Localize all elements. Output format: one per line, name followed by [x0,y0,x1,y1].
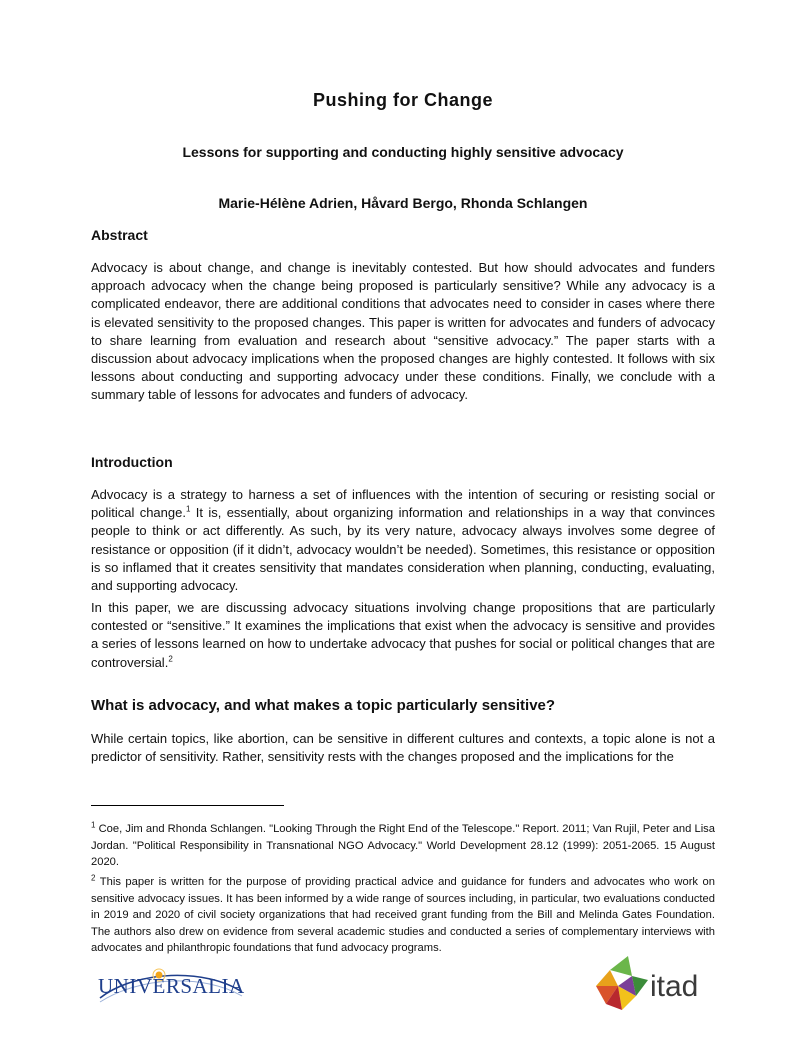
itad-logo [592,952,720,1014]
itad-logo-text: itad [650,970,699,1003]
footnote-2: $^2$ This paper is written for the purpose of providing practical advice and guidance for funders and advocates who work on sensitive advocacy issues. It has been informed by a wide range of sources including, in particular, two evaluations conducted in 2019 and 2020 of civil society organizations that had received grant funding from the Bill and Melinda Gates Foundation. The authors also drew on evidence from several academic studies and conducted a series of complementary interviews with advocates and philanthropic foundations that fund advocacy programs. [91,873,715,954]
universalia-logo-mark [96,962,246,1012]
paper-authors: Marie-Hélène Adrien, Håvard Bergo, Rhonda Schlangen [218,195,588,211]
paper-title: Pushing for Change [313,90,493,110]
introduction-heading: Introduction [91,454,173,470]
introduction-paragraph-2: In this paper, we are discussing advocacy situations involving change propositions that are particularly contested or “sensitive.” It examines the implications that exist when the advocacy is sensitive and provides a series of lessons learned on how to undertake advocacy that pushes for social or political changes that are controversial.$^2$ [91,600,715,670]
introduction-paragraph-1: Advocacy is a strategy to harness a set of influences with the intention of securing or resisting social or political change.$^1$ It is, essentially, about organizing information and relationships in a way that convinces people to think or act differently. As such, by its very nature, advocacy always involves some degree of resistance or opposition (if it didn’t, advocacy wouldn’t be needed). Sometimes, this resistance or opposition is so inflamed that it creates sensitivity that mandates consideration when planning, conducting, evaluating, and supporting advocacy. [91,487,715,594]
section-text: While certain topics, like abortion, can be sensitive in different cultures and contexts, a topic alone is not a predictor of sensitivity. Rather, sensitivity rests with the changes proposed and the implications for the [91,731,715,765]
footnote-ref-2[interactable]: 2 [168,654,173,664]
abstract-text: Advocacy is about change, and change is inevitably contested. But how should advocates and funders approach advocacy when the change being proposed is particularly sensitive? While any advocacy is a complicated endeavor, there are additional conditions that advocates need to consider in cases where there is elevated sensitivity to the proposed changes. This paper is written for advocates and funders of advocacy to share learning from evaluation and research about “sensitive advocacy.” The paper starts with a discussion about advocacy implications when the proposed changes are highly contested. It follows with six lessons about conducting and supporting advocacy under these conditions. Finally, we conclude with a summary table of lessons for advocates and funders of advocacy. [91,260,715,403]
paper-subtitle: Lessons for supporting and conducting highly sensitive advocacy [182,144,624,160]
universalia-logo-text: UNIVERSALIA [98,974,245,998]
universalia-logo [96,962,246,1012]
section-heading: What is advocacy, and what makes a topic particularly sensitive? [91,697,556,714]
footnote-divider [91,805,284,806]
footnote-1: $^1$ Coe, Jim and Rhonda Schlangen. "Looking Through the Right End of the Telescope." Report. 2011; Van Rujil, Peter and Lisa Jordan. "Political Responsibility in Transnational NGO Advocacy." World Development 28.12 (1999): 2051-2065. 15 August 2020. [91,820,715,868]
footnote-ref-1[interactable]: 1 [185,504,191,514]
abstract-heading: Abstract [91,227,148,243]
